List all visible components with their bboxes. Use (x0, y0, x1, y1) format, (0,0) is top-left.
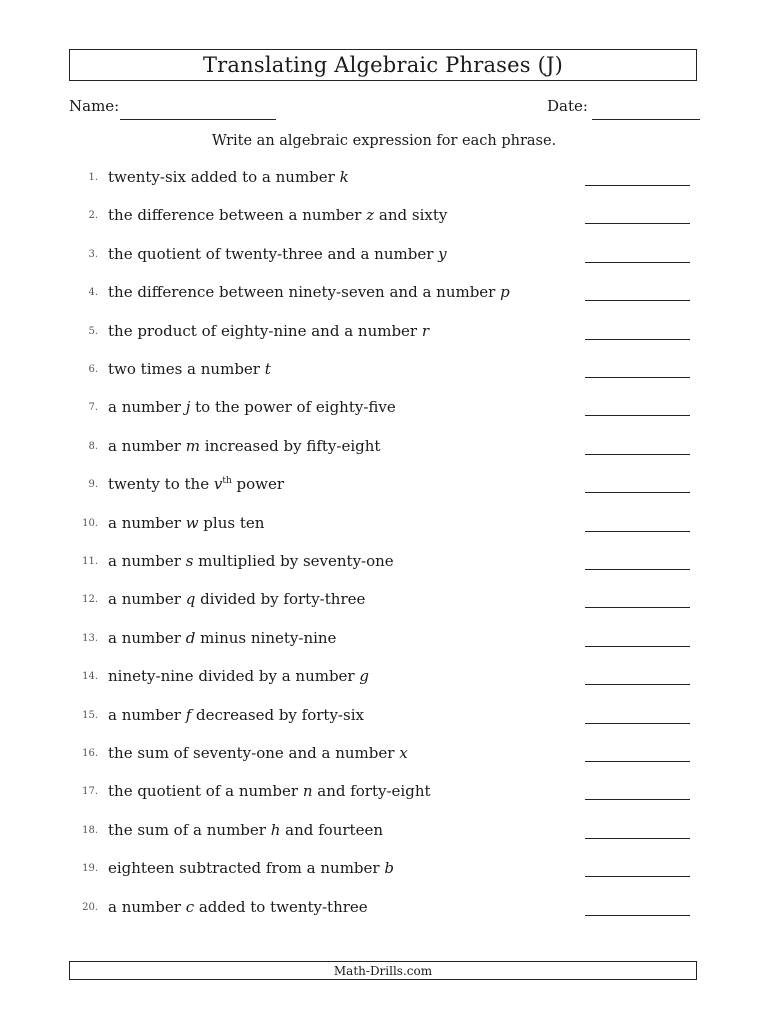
problem-row (0, 437, 768, 475)
problem-row (0, 782, 768, 820)
problem-number: 10. (82, 517, 98, 529)
phrase-text: ninety-nine divided by a number (108, 667, 360, 686)
problem-number: 3. (88, 248, 98, 260)
problem-row (0, 322, 768, 360)
phrase-text: the quotient of a number (108, 782, 303, 801)
answer-blank[interactable] (585, 799, 690, 800)
answer-blank[interactable] (585, 415, 690, 416)
phrase-text: divided by forty-three (195, 590, 366, 609)
problem-number: 12. (82, 594, 98, 606)
variable: q (185, 590, 196, 609)
phrase-text: and sixty (374, 206, 448, 225)
problem-row (0, 552, 768, 590)
problem-row (0, 514, 768, 552)
problem-number: 6. (88, 364, 98, 375)
variable: v (213, 475, 223, 494)
problem-row (0, 667, 768, 705)
answer-blank[interactable] (585, 646, 690, 647)
problem-number: 5. (88, 325, 98, 337)
problem-phrase (108, 629, 336, 647)
variable: d (185, 628, 196, 647)
answer-blank[interactable] (585, 492, 690, 493)
problem-row (0, 475, 768, 513)
answer-blank[interactable] (585, 569, 690, 570)
problem-phrase (108, 514, 264, 532)
phrase-text: the product of eighty-nine and a number (108, 321, 422, 340)
problem-phrase (108, 898, 368, 916)
problem-row (0, 859, 768, 897)
phrase-text: a number (108, 628, 186, 647)
phrase-text: the difference between ninety-seven and a number (108, 283, 501, 302)
phrase-text: twenty-six added to a number (108, 168, 340, 186)
problem-phrase (108, 437, 380, 455)
phrase-text: to the power of eighty-five (190, 398, 396, 417)
problem-row (0, 629, 768, 667)
phrase-text: the sum of a number (108, 820, 271, 839)
footer (69, 961, 697, 980)
problem-number: 8. (88, 440, 98, 452)
problem-number: 19. (82, 863, 98, 875)
variable: h (270, 820, 281, 839)
phrase-text: a number (108, 897, 186, 916)
variable: p (500, 283, 510, 302)
problem-phrase (108, 322, 429, 340)
phrase-text: two times a number (108, 360, 265, 378)
name-label: Name: (69, 97, 120, 115)
phrase-text: decreased by forty-six (191, 705, 364, 724)
phrase-text: twenty to the (108, 475, 214, 494)
answer-blank[interactable] (585, 915, 690, 916)
problem-row (0, 360, 768, 398)
phrase-text: eighteen subtracted from a number (108, 859, 385, 878)
problem-number: 17. (82, 786, 98, 798)
phrase-text: a number (108, 590, 186, 609)
problem-phrase (108, 667, 369, 685)
variable: b (384, 859, 394, 878)
phrase-text: increased by fifty-eight (199, 436, 381, 455)
problem-number: 7. (88, 402, 98, 414)
footer-text: Math-Drills.com (333, 963, 433, 978)
answer-blank[interactable] (585, 223, 690, 224)
problem-phrase (108, 206, 447, 224)
variable: t (264, 360, 271, 378)
variable: w (185, 513, 199, 532)
problem-row (0, 398, 768, 436)
problem-row (0, 245, 768, 283)
variable: f (185, 705, 192, 724)
phrase-text: plus ten (198, 513, 265, 532)
problem-row (0, 206, 768, 244)
variable: n (302, 782, 313, 801)
problem-number: 2. (88, 210, 98, 222)
problem-number: 9. (88, 479, 98, 491)
problem-number: 11. (82, 556, 98, 567)
phrase-text: added to twenty-three (194, 897, 368, 916)
instructions: Write an algebraic expression for each phrase. (211, 133, 557, 149)
problem-row (0, 590, 768, 628)
answer-blank[interactable] (585, 339, 690, 340)
problem-phrase (108, 821, 383, 839)
worksheet-title-text: Translating Algebraic Phrases (J) (202, 53, 564, 77)
problem-phrase (108, 859, 394, 877)
variable: k (339, 168, 349, 186)
variable: g (359, 667, 369, 686)
problem-phrase (108, 360, 271, 378)
problem-number: 18. (82, 824, 98, 836)
problem-row (0, 168, 768, 206)
problem-phrase (108, 398, 396, 416)
problem-number: 14. (82, 671, 98, 683)
problem-row (0, 744, 768, 782)
answer-blank[interactable] (585, 377, 690, 378)
variable: s (185, 552, 194, 570)
answer-blank[interactable] (585, 185, 690, 186)
problem-phrase (108, 552, 394, 570)
problem-phrase (108, 744, 408, 762)
answer-blank[interactable] (585, 607, 690, 608)
phrase-text: multiplied by seventy-one (193, 552, 394, 570)
variable: j (185, 398, 191, 417)
phrase-text: the quotient of twenty-three and a number (108, 244, 439, 263)
problem-row (0, 898, 768, 936)
problem-row (0, 706, 768, 744)
problem-number: 4. (88, 287, 98, 299)
problem-number: 16. (82, 748, 98, 759)
variable: m (185, 436, 200, 455)
answer-blank[interactable] (585, 761, 690, 762)
problem-phrase (108, 782, 431, 800)
variable: x (399, 744, 408, 762)
problem-phrase (108, 283, 510, 301)
problem-phrase (108, 168, 349, 186)
phrase-text: a number (108, 436, 186, 455)
phrase-text: a number (108, 552, 186, 570)
answer-blank[interactable] (585, 454, 690, 455)
answer-blank[interactable] (585, 684, 690, 685)
phrase-text: a number (108, 705, 186, 724)
problem-phrase (108, 590, 365, 608)
problem-row (0, 283, 768, 321)
variable: y (438, 244, 447, 263)
problem-number: 13. (82, 632, 98, 644)
phrase-text: a number (108, 513, 186, 532)
answer-blank[interactable] (585, 300, 690, 301)
answer-blank[interactable] (585, 262, 690, 263)
phrase-text: the sum of seventy-one and a number (108, 744, 400, 762)
answer-blank[interactable] (585, 531, 690, 532)
phrase-text: and forty-eight (312, 782, 431, 801)
phrase-text: a number (108, 398, 186, 417)
problem-phrase (108, 245, 447, 263)
phrase-text: power (231, 475, 285, 494)
answer-blank[interactable] (585, 723, 690, 724)
problem-number: 20. (82, 901, 98, 913)
date-label: Date: (547, 97, 588, 115)
problem-number: 1. (88, 172, 98, 183)
phrase-text: and fourteen (280, 820, 383, 839)
answer-blank[interactable] (585, 876, 690, 877)
answer-blank[interactable] (585, 838, 690, 839)
variable: r (421, 321, 430, 340)
problem-phrase (108, 706, 364, 724)
variable: z (366, 206, 375, 225)
phrase-text: minus ninety-nine (195, 628, 337, 647)
superscript: th (222, 476, 232, 487)
variable: c (185, 897, 195, 916)
problem-number: 15. (82, 709, 98, 721)
problem-phrase (108, 475, 284, 493)
problem-row (0, 821, 768, 859)
phrase-text: the difference between a number (108, 206, 367, 225)
